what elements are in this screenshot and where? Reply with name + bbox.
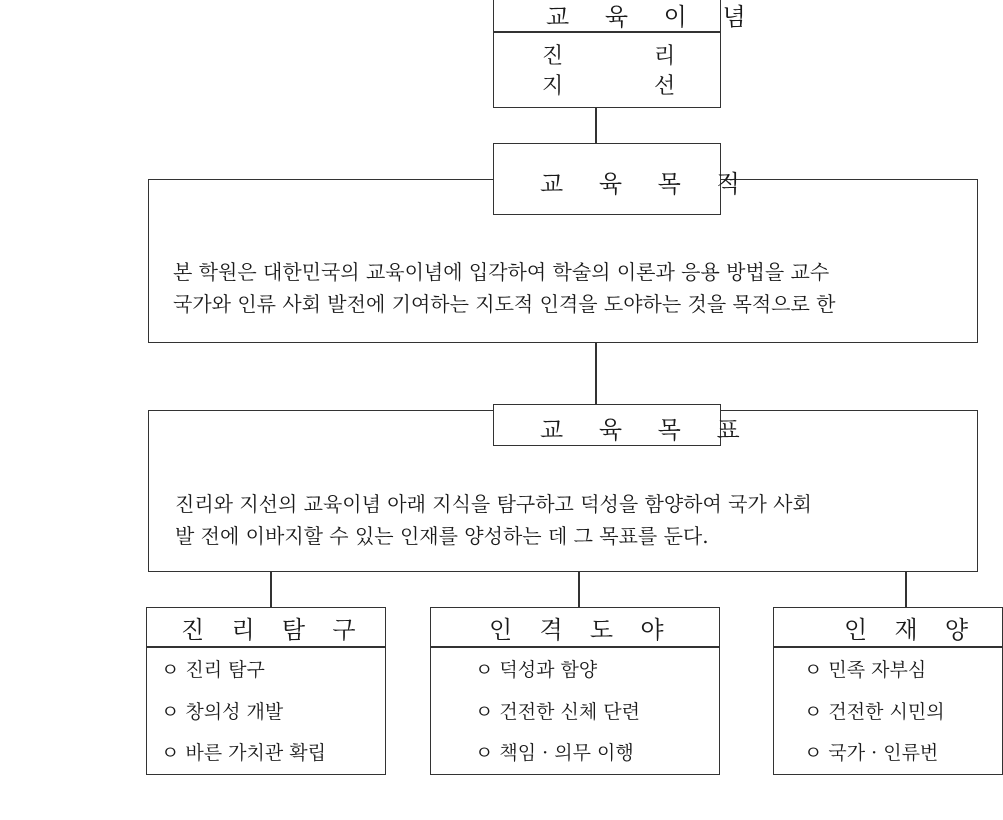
list-item: ㅇ 국가 · 인류번: [804, 742, 939, 764]
goal-text-line-1: 진리와 지선의 교육이념 아래 지식을 탐구하고 덕성을 함양하여 국가 사회: [175, 492, 812, 516]
goal-text-line-2: 발 전에 이바지할 수 있는 인재를 양성하는 데 그 목표를 둔다.: [175, 524, 709, 548]
purpose-text-line-2: 국가와 인류 사회 발전에 기여하는 지도적 인격을 도야하는 것을 목적으로 한: [173, 292, 836, 316]
purpose-title: 교 육 목 적: [540, 170, 754, 198]
list-item: ㅇ 건전한 시민의: [804, 701, 945, 723]
ideology-divider: [494, 31, 720, 33]
purpose-title-box: [493, 143, 754, 215]
list-item: ㅇ 민족 자부심: [804, 659, 927, 681]
goal-title: 교 육 목 표: [540, 416, 754, 444]
branch-title: 진 리 탐 구: [181, 616, 360, 644]
list-item: ㅇ 건전한 신체 단련: [475, 701, 640, 723]
connector-goal-branch-1: [270, 572, 272, 608]
ideology-row1-right: 리: [654, 44, 676, 69]
branch-divider: [431, 646, 719, 648]
ideology-row2-right: 선: [654, 74, 676, 99]
branch-box-truth-inquiry: [146, 607, 386, 775]
ideology-row1-left: 진: [542, 44, 564, 69]
list-item: ㅇ 덕성과 함양: [475, 659, 598, 681]
ideology-row2-left: 지: [542, 74, 564, 99]
connector-goal-branch-2: [578, 572, 580, 608]
goal-title-box: [493, 404, 754, 446]
branch-box-character-cultivation: [430, 607, 720, 775]
ideology-box: [493, 0, 760, 108]
list-item: ㅇ 진리 탐구: [161, 659, 265, 681]
ideology-title: 교 육 이 념: [546, 3, 760, 31]
branch-title: 인 격 도 야: [489, 616, 668, 644]
branch-title: 인 재 양: [844, 616, 973, 644]
connector-goal-branch-3: [905, 572, 907, 608]
connector-ideology-purpose: [595, 108, 597, 144]
branch-divider: [147, 646, 385, 648]
branch-divider: [774, 646, 1002, 648]
connector-purpose-goal: [595, 343, 597, 405]
list-item: ㅇ 책임 · 의무 이행: [475, 742, 634, 764]
list-item: ㅇ 창의성 개발: [161, 701, 284, 723]
branch-box-talent-development: [773, 607, 1003, 775]
list-item: ㅇ 바른 가치관 확립: [161, 742, 326, 764]
purpose-text-line-1: 본 학원은 대한민국의 교육이념에 입각하여 학술의 이론과 응용 방법을 교수: [173, 260, 830, 284]
